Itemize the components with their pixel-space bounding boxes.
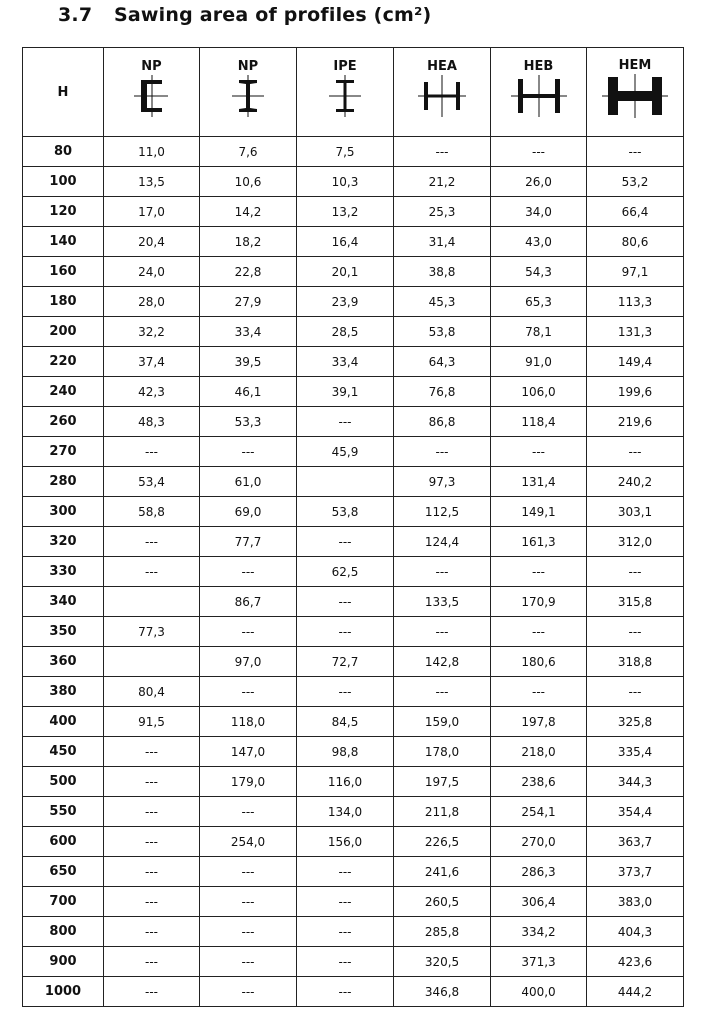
table-row	[23, 647, 684, 677]
area-value-cell: 54,3	[491, 257, 587, 287]
area-value-cell: 13,5	[104, 167, 200, 197]
area-value-cell: 77,7	[200, 527, 297, 557]
area-value-cell	[104, 647, 200, 677]
area-value-cell: 363,7	[587, 827, 684, 857]
table-row	[23, 677, 684, 707]
area-value-cell: 156,0	[297, 827, 394, 857]
area-value-cell: 373,7	[587, 857, 684, 887]
area-value-cell: 133,5	[394, 587, 491, 617]
area-value-cell: 240,2	[587, 467, 684, 497]
area-value-cell: 270,0	[491, 827, 587, 857]
area-value-cell: 197,5	[394, 767, 491, 797]
area-value-cell: 335,4	[587, 737, 684, 767]
area-value-cell: 116,0	[297, 767, 394, 797]
table-row	[23, 257, 684, 287]
header-np-channel	[104, 48, 200, 137]
area-value-cell: 98,8	[297, 737, 394, 767]
area-value-cell: 218,0	[491, 737, 587, 767]
area-value-cell: ---	[297, 917, 394, 947]
area-value-cell: 10,3	[297, 167, 394, 197]
table-row	[23, 227, 684, 257]
header-ipe	[297, 48, 394, 137]
header-heb	[491, 48, 587, 137]
section-title	[58, 4, 431, 26]
area-value-cell: 371,3	[491, 947, 587, 977]
i-beam-profile-icon	[228, 73, 268, 119]
area-value-cell: ---	[200, 557, 297, 587]
row-height-cell: 600	[23, 827, 104, 857]
area-value-cell: 97,3	[394, 467, 491, 497]
row-height-cell: 350	[23, 617, 104, 647]
area-value-cell: 404,3	[587, 917, 684, 947]
area-value-cell: ---	[104, 557, 200, 587]
area-value-cell: 285,8	[394, 917, 491, 947]
row-height-cell: 240	[23, 377, 104, 407]
h-beam-profile-icon	[416, 73, 468, 119]
row-height-cell: 320	[23, 527, 104, 557]
area-value-cell	[104, 587, 200, 617]
area-value-cell: 91,5	[104, 707, 200, 737]
area-value-cell: 254,1	[491, 797, 587, 827]
area-value-cell: 346,8	[394, 977, 491, 1007]
table-header	[23, 48, 684, 137]
table-row	[23, 527, 684, 557]
area-value-cell: 318,8	[587, 647, 684, 677]
area-value-cell: 14,2	[200, 197, 297, 227]
header-label: HEM	[618, 57, 652, 73]
section-number: 3.7	[58, 4, 93, 26]
area-value-cell: 31,4	[394, 227, 491, 257]
row-height-cell: 100	[23, 167, 104, 197]
row-height-cell: 300	[23, 497, 104, 527]
row-height-cell: 280	[23, 467, 104, 497]
table-row	[23, 137, 684, 167]
header-label: IPE	[333, 58, 357, 74]
area-value-cell: 147,0	[200, 737, 297, 767]
area-value-cell: 112,5	[394, 497, 491, 527]
row-height-cell: 160	[23, 257, 104, 287]
area-value-cell: 69,0	[200, 497, 297, 527]
table-row	[23, 317, 684, 347]
table-row	[23, 347, 684, 377]
area-value-cell: ---	[297, 887, 394, 917]
area-value-cell: 286,3	[491, 857, 587, 887]
area-value-cell: ---	[104, 887, 200, 917]
area-value-cell: 39,5	[200, 347, 297, 377]
row-height-cell: 700	[23, 887, 104, 917]
row-height-cell: 550	[23, 797, 104, 827]
area-value-cell: 39,1	[297, 377, 394, 407]
area-value-cell: 72,7	[297, 647, 394, 677]
area-value-cell: 33,4	[200, 317, 297, 347]
area-value-cell: 77,3	[104, 617, 200, 647]
sawing-area-table	[22, 47, 684, 1007]
area-value-cell: 354,4	[587, 797, 684, 827]
table-row	[23, 947, 684, 977]
area-value-cell: 106,0	[491, 377, 587, 407]
area-value-cell: 64,3	[394, 347, 491, 377]
header-hea	[394, 48, 491, 137]
area-value-cell: 315,8	[587, 587, 684, 617]
area-value-cell: ---	[104, 437, 200, 467]
area-value-cell: 53,2	[587, 167, 684, 197]
area-value-cell: ---	[587, 137, 684, 167]
area-value-cell: 118,4	[491, 407, 587, 437]
area-value-cell: ---	[297, 857, 394, 887]
table-row	[23, 467, 684, 497]
area-value-cell: 97,1	[587, 257, 684, 287]
table-row	[23, 377, 684, 407]
area-value-cell: 226,5	[394, 827, 491, 857]
area-value-cell: 53,8	[297, 497, 394, 527]
header-label: NP	[141, 58, 162, 74]
area-value-cell: 80,4	[104, 677, 200, 707]
row-height-cell: 180	[23, 287, 104, 317]
area-value-cell: 219,6	[587, 407, 684, 437]
header-label: NP	[237, 58, 259, 74]
area-value-cell: 62,5	[297, 557, 394, 587]
area-value-cell: 37,4	[104, 347, 200, 377]
row-height-cell: 1000	[23, 977, 104, 1007]
area-value-cell: ---	[200, 797, 297, 827]
area-value-cell: 11,0	[104, 137, 200, 167]
area-value-cell: 28,5	[297, 317, 394, 347]
area-value-cell: 65,3	[491, 287, 587, 317]
table-row	[23, 287, 684, 317]
area-value-cell: 16,4	[297, 227, 394, 257]
area-value-cell: 61,0	[200, 467, 297, 497]
area-value-cell: 46,1	[200, 377, 297, 407]
section-title-text: Sawing area of profiles (cm²)	[114, 4, 432, 26]
area-value-cell: 260,5	[394, 887, 491, 917]
area-value-cell: 28,0	[104, 287, 200, 317]
area-value-cell: ---	[104, 977, 200, 1007]
area-value-cell: 86,8	[394, 407, 491, 437]
area-value-cell: 22,8	[200, 257, 297, 287]
area-value-cell: 149,4	[587, 347, 684, 377]
area-value-cell: 38,8	[394, 257, 491, 287]
area-value-cell: 312,0	[587, 527, 684, 557]
table-row	[23, 197, 684, 227]
area-value-cell: ---	[200, 947, 297, 977]
area-value-cell: 20,4	[104, 227, 200, 257]
area-value-cell: 142,8	[394, 647, 491, 677]
row-height-cell: 120	[23, 197, 104, 227]
area-value-cell: ---	[200, 887, 297, 917]
area-value-cell: 197,8	[491, 707, 587, 737]
area-value-cell: 24,0	[104, 257, 200, 287]
area-value-cell: ---	[297, 587, 394, 617]
header-h: H	[23, 48, 104, 137]
area-value-cell: 320,5	[394, 947, 491, 977]
i-beam-profile-icon	[325, 73, 365, 119]
area-value-cell: 17,0	[104, 197, 200, 227]
channel-profile-icon	[132, 73, 172, 119]
area-value-cell: ---	[394, 677, 491, 707]
area-value-cell: 161,3	[491, 527, 587, 557]
area-value-cell: 25,3	[394, 197, 491, 227]
area-value-cell: 53,3	[200, 407, 297, 437]
area-value-cell: 306,4	[491, 887, 587, 917]
table-row	[23, 827, 684, 857]
header-row	[23, 48, 684, 137]
area-value-cell: 42,3	[104, 377, 200, 407]
table-row	[23, 407, 684, 437]
area-value-cell: 34,0	[491, 197, 587, 227]
area-value-cell: ---	[394, 557, 491, 587]
row-height-cell: 140	[23, 227, 104, 257]
area-value-cell: 7,5	[297, 137, 394, 167]
area-value-cell: 170,9	[491, 587, 587, 617]
row-height-cell: 450	[23, 737, 104, 767]
table-row	[23, 767, 684, 797]
area-value-cell: ---	[394, 617, 491, 647]
table-row	[23, 977, 684, 1007]
area-value-cell: 58,8	[104, 497, 200, 527]
area-value-cell: 32,2	[104, 317, 200, 347]
area-value-cell: 10,6	[200, 167, 297, 197]
area-value-cell: ---	[104, 827, 200, 857]
area-value-cell: ---	[104, 737, 200, 767]
table-row	[23, 497, 684, 527]
area-value-cell: 13,2	[297, 197, 394, 227]
row-height-cell: 500	[23, 767, 104, 797]
area-value-cell: ---	[587, 557, 684, 587]
table-row	[23, 737, 684, 767]
area-value-cell: ---	[200, 437, 297, 467]
row-height-cell: 220	[23, 347, 104, 377]
row-height-cell: 330	[23, 557, 104, 587]
area-value-cell: 113,3	[587, 287, 684, 317]
area-value-cell: 344,3	[587, 767, 684, 797]
area-value-cell: ---	[587, 677, 684, 707]
table-row	[23, 167, 684, 197]
area-value-cell: 48,3	[104, 407, 200, 437]
area-value-cell: ---	[491, 677, 587, 707]
area-value-cell: 238,6	[491, 767, 587, 797]
header-np-ibeam	[200, 48, 297, 137]
heavy-h-beam-profile-icon	[600, 72, 670, 120]
area-value-cell: 80,6	[587, 227, 684, 257]
table-row	[23, 887, 684, 917]
header-hem	[587, 48, 684, 137]
area-value-cell: 423,6	[587, 947, 684, 977]
area-value-cell: 84,5	[297, 707, 394, 737]
area-value-cell: 20,1	[297, 257, 394, 287]
header-label: HEA	[427, 58, 457, 74]
area-value-cell: ---	[104, 947, 200, 977]
area-value-cell: 91,0	[491, 347, 587, 377]
area-value-cell: ---	[200, 857, 297, 887]
area-value-cell: 45,3	[394, 287, 491, 317]
area-value-cell: 400,0	[491, 977, 587, 1007]
area-value-cell: 66,4	[587, 197, 684, 227]
row-height-cell: 650	[23, 857, 104, 887]
table-row	[23, 797, 684, 827]
area-value-cell: 254,0	[200, 827, 297, 857]
row-height-cell: 800	[23, 917, 104, 947]
area-value-cell: ---	[297, 947, 394, 977]
area-value-cell: 180,6	[491, 647, 587, 677]
area-value-cell: 131,3	[587, 317, 684, 347]
area-value-cell: 383,0	[587, 887, 684, 917]
area-value-cell: ---	[394, 137, 491, 167]
row-height-cell: 260	[23, 407, 104, 437]
area-value-cell: ---	[104, 797, 200, 827]
area-value-cell: ---	[104, 527, 200, 557]
area-value-cell: 78,1	[491, 317, 587, 347]
row-height-cell: 360	[23, 647, 104, 677]
area-value-cell: 43,0	[491, 227, 587, 257]
area-value-cell: 7,6	[200, 137, 297, 167]
area-value-cell: ---	[104, 767, 200, 797]
area-value-cell: ---	[491, 437, 587, 467]
area-value-cell: 149,1	[491, 497, 587, 527]
area-value-cell: 86,7	[200, 587, 297, 617]
area-value-cell: 444,2	[587, 977, 684, 1007]
table-row	[23, 617, 684, 647]
area-value-cell: ---	[587, 437, 684, 467]
area-value-cell: ---	[297, 407, 394, 437]
area-value-cell: ---	[297, 677, 394, 707]
row-height-cell: 900	[23, 947, 104, 977]
area-value-cell: 325,8	[587, 707, 684, 737]
area-value-cell: 26,0	[491, 167, 587, 197]
area-value-cell: ---	[297, 617, 394, 647]
h-beam-profile-icon	[509, 73, 569, 119]
row-height-cell: 270	[23, 437, 104, 467]
table-row	[23, 857, 684, 887]
area-value-cell: 241,6	[394, 857, 491, 887]
area-value-cell: ---	[394, 437, 491, 467]
area-value-cell: 45,9	[297, 437, 394, 467]
area-value-cell: ---	[200, 617, 297, 647]
row-height-cell: 380	[23, 677, 104, 707]
area-value-cell: 76,8	[394, 377, 491, 407]
area-value-cell: 33,4	[297, 347, 394, 377]
area-value-cell: 211,8	[394, 797, 491, 827]
table-row	[23, 437, 684, 467]
row-height-cell: 80	[23, 137, 104, 167]
table-row	[23, 587, 684, 617]
area-value-cell: ---	[491, 617, 587, 647]
row-height-cell: 340	[23, 587, 104, 617]
area-value-cell: 118,0	[200, 707, 297, 737]
area-value-cell: ---	[297, 977, 394, 1007]
area-value-cell: 303,1	[587, 497, 684, 527]
header-label: HEB	[523, 58, 554, 74]
area-value-cell: 53,8	[394, 317, 491, 347]
area-value-cell: 18,2	[200, 227, 297, 257]
row-height-cell: 400	[23, 707, 104, 737]
area-value-cell: 134,0	[297, 797, 394, 827]
area-value-cell: 27,9	[200, 287, 297, 317]
area-value-cell: ---	[491, 557, 587, 587]
row-height-cell: 200	[23, 317, 104, 347]
area-value-cell: 131,4	[491, 467, 587, 497]
area-value-cell: 159,0	[394, 707, 491, 737]
area-value-cell: ---	[104, 857, 200, 887]
area-value-cell: ---	[297, 527, 394, 557]
area-value-cell: ---	[491, 137, 587, 167]
area-value-cell: ---	[587, 617, 684, 647]
table-row	[23, 707, 684, 737]
area-value-cell: 97,0	[200, 647, 297, 677]
table-row	[23, 917, 684, 947]
area-value-cell	[297, 467, 394, 497]
table-row	[23, 557, 684, 587]
area-value-cell: 21,2	[394, 167, 491, 197]
area-value-cell: 53,4	[104, 467, 200, 497]
area-value-cell: ---	[200, 917, 297, 947]
area-value-cell: ---	[200, 677, 297, 707]
area-value-cell: ---	[104, 917, 200, 947]
area-value-cell: 334,2	[491, 917, 587, 947]
area-value-cell: 178,0	[394, 737, 491, 767]
area-value-cell: 199,6	[587, 377, 684, 407]
area-value-cell: 124,4	[394, 527, 491, 557]
area-value-cell: 23,9	[297, 287, 394, 317]
area-value-cell: 179,0	[200, 767, 297, 797]
area-value-cell: ---	[200, 977, 297, 1007]
table-body	[23, 137, 684, 1007]
